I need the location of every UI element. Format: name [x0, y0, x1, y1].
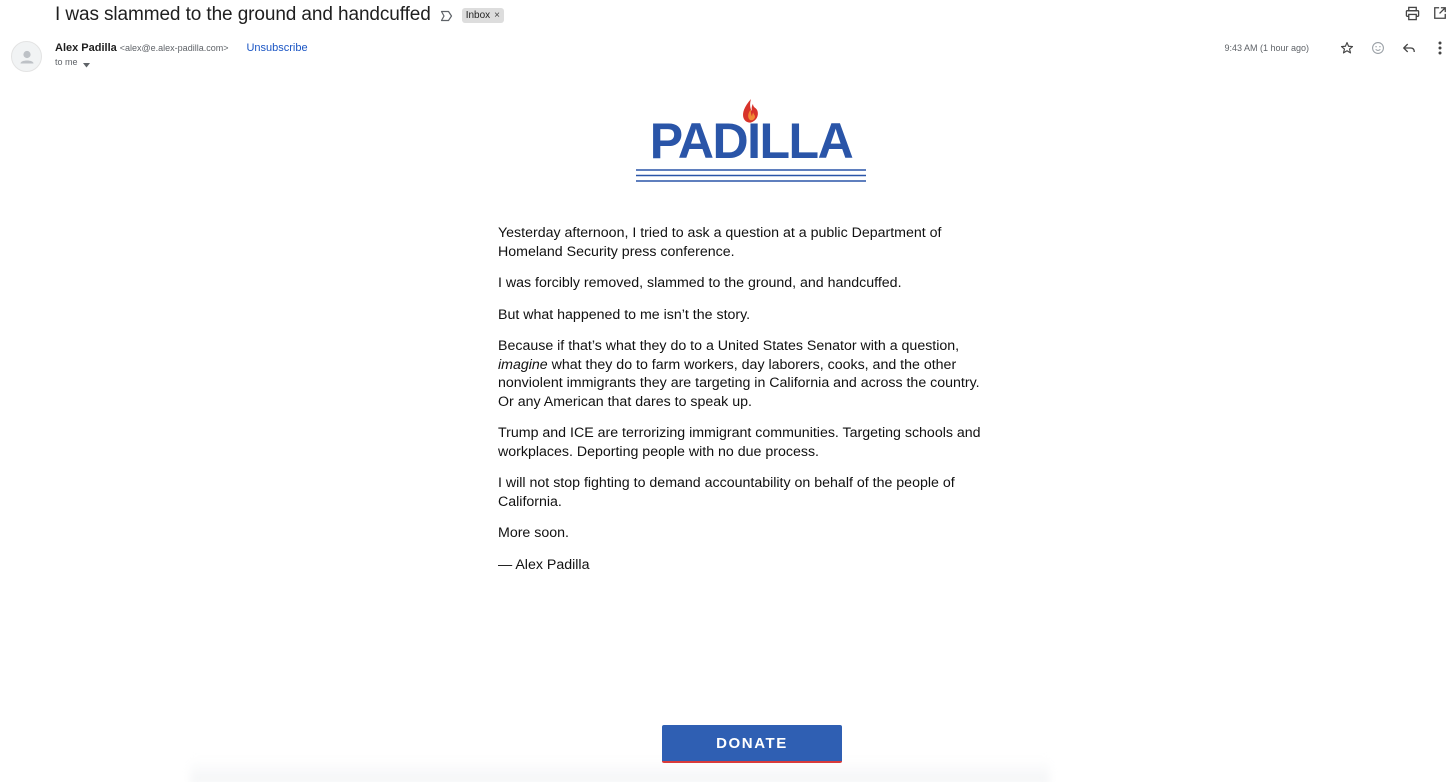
subject-row: [55, 2, 504, 28]
footer-fade: [190, 758, 1050, 782]
person-icon: [12, 42, 42, 72]
caret-down-icon: [83, 60, 90, 65]
open-in-new-window-icon[interactable]: [1432, 5, 1448, 21]
body-text: what they do to farm workers, day laborers, cooks, and the other nonviolent immigrants they are targeting in California and across the country. Or any American that dares to speak up.: [498, 356, 980, 410]
print-icon[interactable]: [1404, 5, 1420, 21]
remove-label-icon[interactable]: ×: [494, 9, 501, 21]
signature: — Alex Padilla: [498, 556, 590, 573]
body-paragraph: Trump and ICE are terrorizing immigrant communities. Targeting schools and workplaces. Deporting people with no due process.: [498, 425, 981, 460]
emoji-reaction-icon[interactable]: [1370, 40, 1386, 56]
unsubscribe-link[interactable]: Unsubscribe: [246, 42, 308, 54]
to-me-label: to me: [55, 57, 78, 67]
more-vertical-icon[interactable]: [1432, 40, 1448, 56]
email-subject: I was slammed to the ground and handcuffed: [55, 4, 431, 25]
padilla-logo-graphic: [632, 95, 870, 187]
donate-button[interactable]: DONATE: [662, 725, 842, 763]
padilla-logo: [632, 95, 870, 187]
inbox-label-text: Inbox: [465, 9, 491, 21]
sender-avatar[interactable]: [11, 41, 42, 72]
inbox-label-chip[interactable]: [462, 8, 504, 23]
body-paragraph: More soon.: [498, 525, 569, 541]
emphasized-text: imagine: [498, 356, 548, 373]
body-paragraph: But what happened to me isn’t the story.: [498, 306, 751, 323]
label-importance-icon[interactable]: [440, 9, 453, 21]
top-toolbar: [1404, 5, 1448, 21]
sender-row: [55, 40, 308, 56]
message-actions: [1224, 40, 1448, 56]
body-paragraph: [498, 337, 998, 411]
message-body: [498, 224, 998, 587]
star-icon[interactable]: [1339, 40, 1355, 56]
body-paragraph: I will not stop fighting to demand accountability on behalf of the people of California.: [498, 475, 955, 510]
sender-email: <alex@e.alex-padilla.com>: [119, 43, 229, 53]
message-timestamp: 9:43 AM (1 hour ago): [1224, 43, 1309, 53]
reply-icon[interactable]: [1401, 40, 1417, 56]
body-paragraph: I was forcibly removed, slammed to the ground, and handcuffed.: [498, 275, 902, 291]
logo-wordmark: PADILLA: [649, 113, 853, 169]
body-text: Because if that’s what they do to a United States Senator with a question,: [498, 338, 960, 354]
body-paragraph: Yesterday afternoon, I tried to ask a question at a public Department of Homeland Security press conference.: [498, 225, 942, 260]
sender-name[interactable]: Alex Padilla: [55, 42, 117, 54]
recipient-details-toggle[interactable]: [55, 57, 90, 67]
